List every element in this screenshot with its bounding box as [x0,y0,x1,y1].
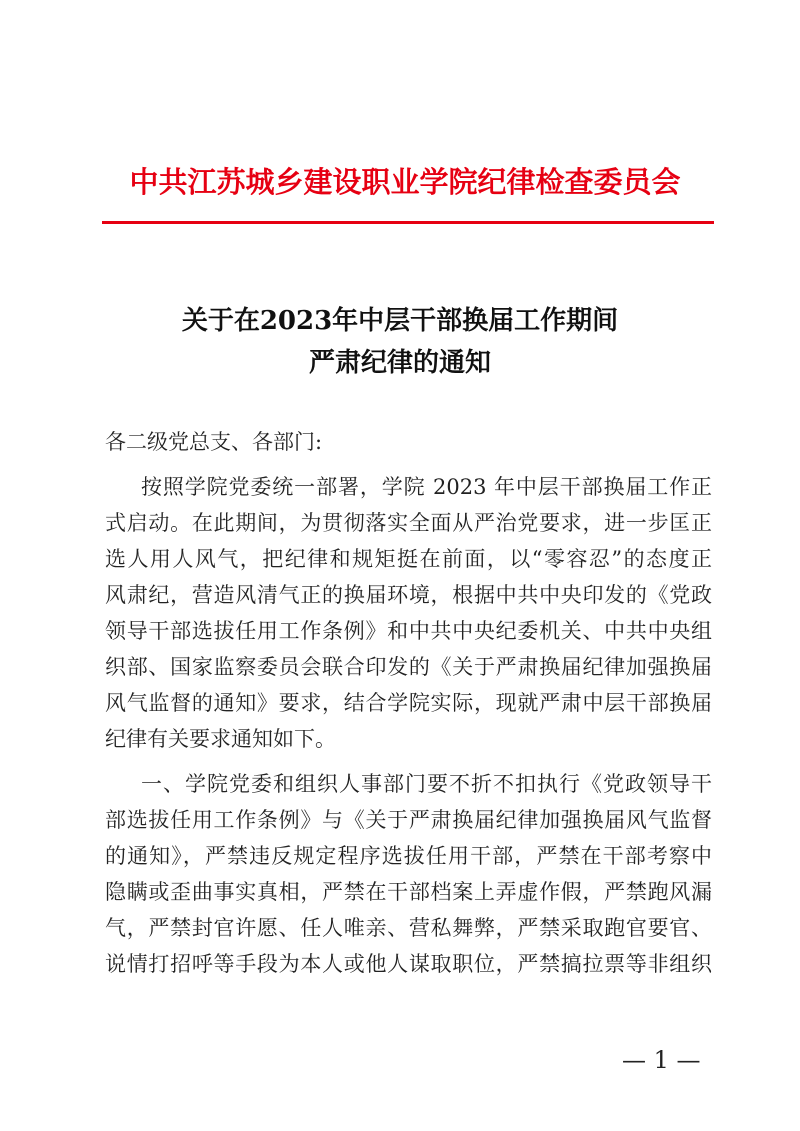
body-line: 气，严禁封官许愿、任人唯亲、营私舞弊，严禁采取跑官要官、 [105,916,712,940]
page-number: — 1 — [622,1046,701,1074]
document-title-line-1: 关于在2023年中层干部换届工作期间 [181,306,619,336]
body-line: 一、学院党委和组织人事部门要不折不扣执行《党政领导干 [141,772,712,796]
salutation: 各二级党总支、各部门: [105,430,323,454]
body-line: 领导干部选拔任用工作条例》和中共中央纪委机关、中共中央组 [105,619,712,643]
document-title-line-2: 严肃纪律的通知 [308,348,491,378]
body-line: 式启动。在此期间，为贯彻落实全面从严治党要求，进一步匡正 [105,511,712,535]
red-divider-line [102,221,714,224]
body-line: 说情打招呼等手段为本人或他人谋取职位，严禁搞拉票等非组织 [105,952,712,976]
body-line: 隐瞒或歪曲事实真相，严禁在干部档案上弄虚作假，严禁跑风漏 [105,880,712,904]
issuing-organization-header: 中共江苏城乡建设职业学院纪律检查委员会 [129,165,681,199]
body-line: 的通知》，严禁违反规定程序选拔任用干部，严禁在干部考察中 [105,844,712,868]
body-line: 风肃纪，营造风清气正的换届环境，根据中共中央印发的《党政 [105,583,712,607]
document-body [105,424,712,982]
body-line: 风气监督的通知》要求，结合学院实际，现就严肃中层干部换届 [105,691,712,715]
body-line: 部选拔任用工作条例》与《关于严肃换届纪律加强换届风气监督 [105,808,712,832]
body-line: 纪律有关要求通知如下。 [105,727,336,751]
body-line: 选人用人风气，把纪律和规矩挺在前面，以“零容忍”的态度正 [105,547,712,571]
body-line: 织部、国家监察委员会联合印发的《关于严肃换届纪律加强换届 [105,655,712,679]
body-line: 按照学院党委统一部署，学院 2023 年中层干部换届工作正 [141,475,712,499]
